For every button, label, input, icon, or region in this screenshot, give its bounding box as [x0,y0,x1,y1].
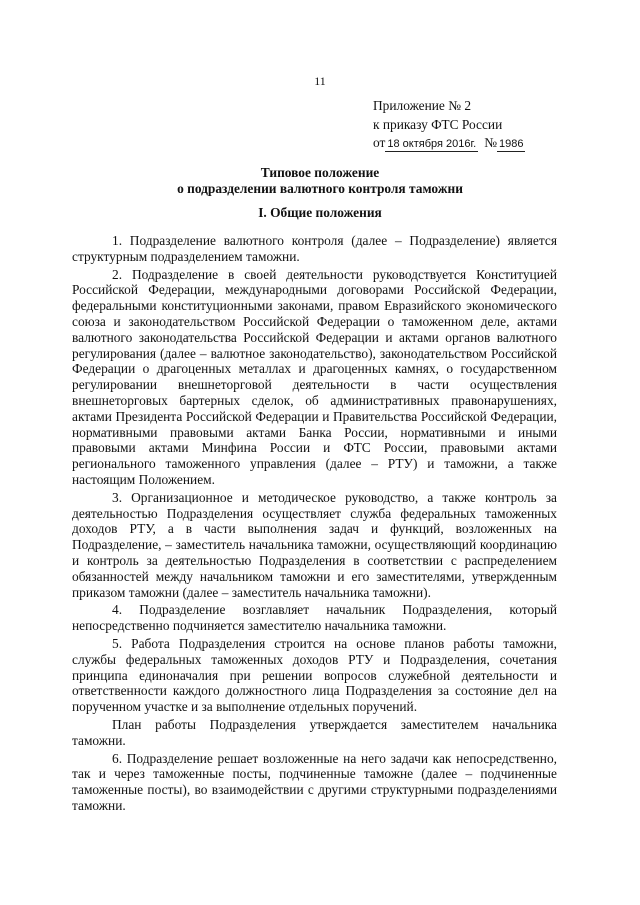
paragraph-5-plan: План работы Подразделения утверждается заместителем начальника таможни. [72,716,557,748]
date-prefix: от [373,135,386,150]
paragraph-5: 5. Работа Подразделения строится на основе планов работы таможни, службы федеральных таможенных доходов РТУ и Подразделения, сочетания принципа единоначалия при решении вопросов служебной деятельности и ответственности каждого должностного лица Подразделения за состояние дел на порученном участке и за выполнение отдельных поручений. [72,635,557,715]
appendix-block [373,97,525,153]
page-number: 11 [314,74,326,88]
paragraph-3: 3. Организационное и методическое руководство, а также контроль за деятельностью Подразделения осуществляет служба федеральных таможенных доходов РТУ, а в части выполнения задач и функций, возложенных на Подразделение, – заместитель начальника таможни, осуществляющий координацию и контроль за деятельностью Подразделения в соответствии с распределением обязанностей между начальником таможни и его заместителями, утвержденным приказом таможни (далее – заместитель начальника таможни). [72,489,557,600]
paragraph-6: 6. Подразделение решает возложенные на него задачи как непосредственно, так и через таможенные посты, подчиненные таможне (далее – подчиненные таможенные посты), во взаимодействии с другими структурными подразделениями таможни. [72,750,557,813]
number-prefix: № [484,135,497,150]
document-title [0,165,640,197]
date-value: 18 октября 2016г. [387,138,477,150]
paragraph-1: 1. Подразделение валютного контроля (далее – Подразделение) является структурным подразделением таможни. [72,233,557,264]
title-line-2: о подразделении валютного контроля таможни [177,181,463,196]
appendix-line-1: Приложение № 2 [373,98,472,113]
title-line-1: Типовое положение [260,165,380,180]
document-body [72,233,557,816]
paragraph-4: 4. Подразделение возглавляет начальник Подразделения, который непосредственно подчиняется заместителю начальника таможни. [72,602,557,634]
number-value: 1986 [499,138,524,150]
paragraph-2: 2. Подразделение в своей деятельности руководствуется Конституцией Российской Федерации, международными договорами Российской Федерации, федеральными конституционными законами, правом Евразийского экономического союза и законодательством Российской Федерации о таможенном деле, актами валютного законодательства Российской Федерации и актами органов валютного регулирования (далее – валютное законодательство), законодательством Российской Федерации о драгоценных металлах и драгоценных камнях, о государственном регулировании внешнеторговой деятельности в части осуществления внешнеторговых бартерных сделок, об административных правонарушениях, актами Президента Российской Федерации и Правительства Российской Федерации, нормативными правовыми актами Банка России, нормативными и иными правовыми актами Минфина России и ФТС России, правовыми актами регионального таможенного управления (далее – РТУ) и таможни, а также настоящим Положением. [72,266,557,487]
appendix-line-2: к приказу ФТС России [373,116,503,132]
appendix-date-line [373,134,525,153]
section-title: I. Общие положения [258,205,382,220]
